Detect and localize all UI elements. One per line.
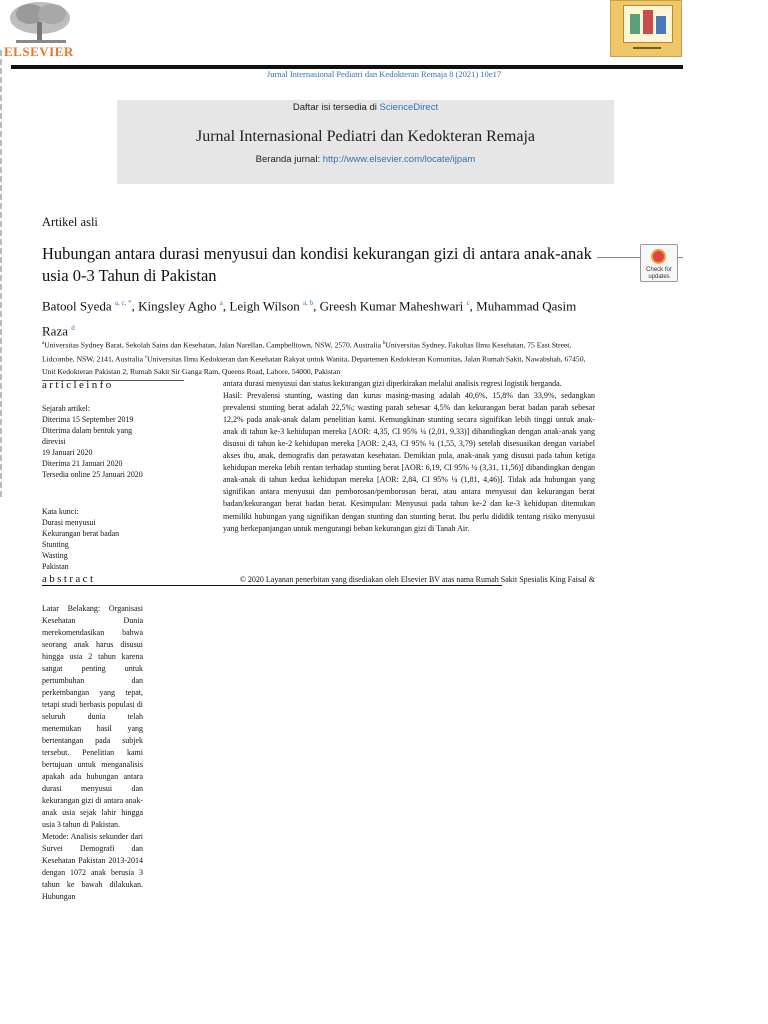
history-label: Sejarah artikel: — [42, 404, 90, 413]
journal-title: Jurnal Internasional Pediatri dan Kedokteran Remaja — [196, 128, 535, 145]
copyright-notice: © 2020 Layanan penerbitan yang disediakan oleh Elsevier BV atas nama Rumah Sakit Spesialis King Faisal & — [239, 575, 595, 584]
journal-header-box — [117, 100, 614, 184]
author-affiliation-marker[interactable]: a, b — [303, 299, 314, 307]
cover-illustration-icon — [623, 5, 673, 43]
history-item: Diterima 21 Januari 2020 — [42, 459, 123, 468]
abstract-left-column — [42, 603, 143, 903]
history-item: Tersedia online 25 Januari 2020 — [42, 470, 143, 479]
author-name[interactable]: , Kingsley Agho — [131, 298, 217, 314]
sciencedirect-link[interactable]: ScienceDirect — [379, 102, 439, 113]
article-type: Artikel asli — [42, 215, 98, 229]
abstract-methods-cont: antara durasi menyusui dan status kekurangan gizi diperkirakan melalui analisis regresi logistik berganda. — [223, 379, 562, 388]
homepage-prefix: Beranda jurnal: — [255, 154, 323, 165]
abstract-background: Latar Belakang: Organisasi Kesehatan Dunia merekomendasikan bahwa seorang anak harus disusui hingga usia 2 tahun karena sangat penting untuk pertumbuhan dan perkembangan yang tepat, tetapi studi berbasis populasi di seluruh dunia telah menemukan hasil yang bertentangan pada subjek tersebut. Penelitian kami bertujuan untuk menganalisis apakah ada hubungan antara durasi menyusui dan kekurangan gizi di antara anak-anak usia sejak lahir hingga usia 3 tahun di Pakistan. — [42, 604, 143, 829]
affiliation-marker: a — [42, 341, 45, 346]
journal-citation: Jurnal Internasional Pediatri dan Kedokteran Remaja 8 (2021) 10e17 — [266, 69, 502, 79]
publisher-name: ELSEVIER — [4, 44, 74, 59]
abstract-results: Hasil: Prevalensi stunting, wasting dan kurus masing-masing adalah 40,6%, 15,8% dan 33,9%, sedangkan prevalensi stunting berat adalah 22,5%; wasting parah sebesar 4,5% dan kekurangan berat badan parah sebesar 12,2% pada anak-anak dalam penelitian kami. Kemungkinan stunting secara signifikan lebih tinggi untuk anak-anak di tahun ke-3 kehidupan mereka [AOR: 4,35, CI 95% ¼ (2,01, 9,33)] dibandingkan dengan anak-anak yang disusui di tahun ke-2 kehidupan mereka [AOR: 2,43, CI 95% ¼ (1,55, 3,79) setelah disesuaikan dengan variabel akses ibu, anak, demografis dan perawatan kesehatan. Demikian pula, anak-anak yang disusui pada tahun ketiga kehidupan mereka lebih rentan terhadap stunting berat [AOR: 6,19, CI 95% ¼ (3,31, 11,56)] dibandingkan dengan anak-anak di tahun kedua kehidupan mereka [AOR: 2,84, CI 95% ¼ (1,81, 4,46)]. Tidak ada hubungan yang signifikan antara menyusui dan pemborosan/pemborosan berat, atau antara menyusui dan kekurangan berat badan/kekurangan berat badan berat. Kesimpulan: Menyusui pada tahun ke-2 dan ke-3 kehidupan ditemukan memiliki hubungan yang signifikan dengan stunting dan stunting berat. Ibu perlu dididik tentang risiko menyusui yang berkepanjangan untuk mengurangi beban kekurangan gizi di Tanah Air. — [223, 391, 595, 533]
affiliation-marker: b — [382, 341, 386, 346]
author-list — [42, 292, 602, 343]
author-name[interactable]: Batool Syeda — [42, 298, 112, 314]
history-item: Diterima dalam bentuk yang direvisi — [42, 426, 133, 446]
abstract-right-column — [223, 378, 595, 535]
check-updates-label: Check for updates — [646, 267, 672, 280]
author-name[interactable]: , Muhammad Qasim Raza — [42, 298, 577, 339]
article-history — [42, 403, 144, 480]
author-name[interactable]: , Greesh Kumar Maheshwari — [313, 298, 464, 314]
keyword: Kekurangan berat badan — [42, 529, 120, 538]
available-prefix: Daftar isi tersedia di — [292, 102, 380, 113]
author-affiliation-marker[interactable]: a, c, * — [114, 299, 132, 307]
affiliation-marker: c — [144, 355, 148, 361]
affiliation-text: Universitas Sydney Barat, Sekolah Sains dan Kesehatan, Jalan Narellan, Campbelltown, NSW, 2570, Australia — [44, 340, 383, 350]
tree-logo-icon — [0, 0, 76, 46]
download-watermark-strip — [0, 50, 8, 500]
article-info-heading: articleinfo — [42, 379, 114, 391]
keyword: Pakistan — [42, 562, 69, 571]
keywords — [42, 506, 144, 572]
abstract-methods: Metode: Analisis sekunder dari Survei Demografi dan Kesehatan Pakistan 2013-2014 dengan 1072 anak berusia 3 tahun ke bawah dilakukan. Hubungan — [42, 832, 143, 901]
abstract-heading: abstract — [42, 573, 96, 585]
keyword: Durasi menyusui — [42, 518, 96, 527]
check-for-updates-button[interactable] — [640, 244, 678, 282]
keyword: Wasting — [42, 551, 68, 560]
affiliation-text: Universitas Ilmu Kedokteran dan Kesehatan Rakyat untuk Wanita, Departemen Kedokteran Komunitas, Jalan Rumah Sakit, Nawabshah, 67450, Unit Kedokteran Pakistan 2, Rumah Sakit Sir Ganga Ram, Queens Road, Lahore, 54000, Pakistan — [42, 354, 586, 377]
author-affiliation-marker[interactable]: c — [466, 299, 470, 307]
keyword: Stunting — [42, 540, 69, 549]
history-item: Diterima 15 September 2019 — [42, 415, 134, 424]
cover-caption-line — [633, 47, 661, 49]
journal-cover-image[interactable] — [610, 0, 682, 57]
affiliations — [42, 338, 597, 379]
author-affiliation-marker[interactable]: d — [71, 324, 75, 333]
history-item: 19 Januari 2020 — [42, 448, 93, 457]
author-name[interactable]: , Leigh Wilson — [222, 298, 300, 314]
affiliation-text: Universitas Sydney, Fakultas Ilmu Kesehatan, 75 East Street, Lidcombe, NSW, 2141, Australia — [42, 340, 572, 364]
contents-available — [117, 102, 614, 113]
check-updates-icon — [651, 249, 666, 264]
keywords-label: Kata kunci: — [42, 507, 79, 516]
author-affiliation-marker[interactable]: a — [219, 299, 223, 307]
homepage-link[interactable]: http://www.elsevier.com/locate/ijpam — [322, 154, 476, 165]
journal-homepage — [117, 154, 614, 165]
article-title: Hubungan antara durasi menyusui dan kondisi kekurangan gizi di antara anak-anak usia 0-3 Tahun di Pakistan — [42, 244, 592, 285]
